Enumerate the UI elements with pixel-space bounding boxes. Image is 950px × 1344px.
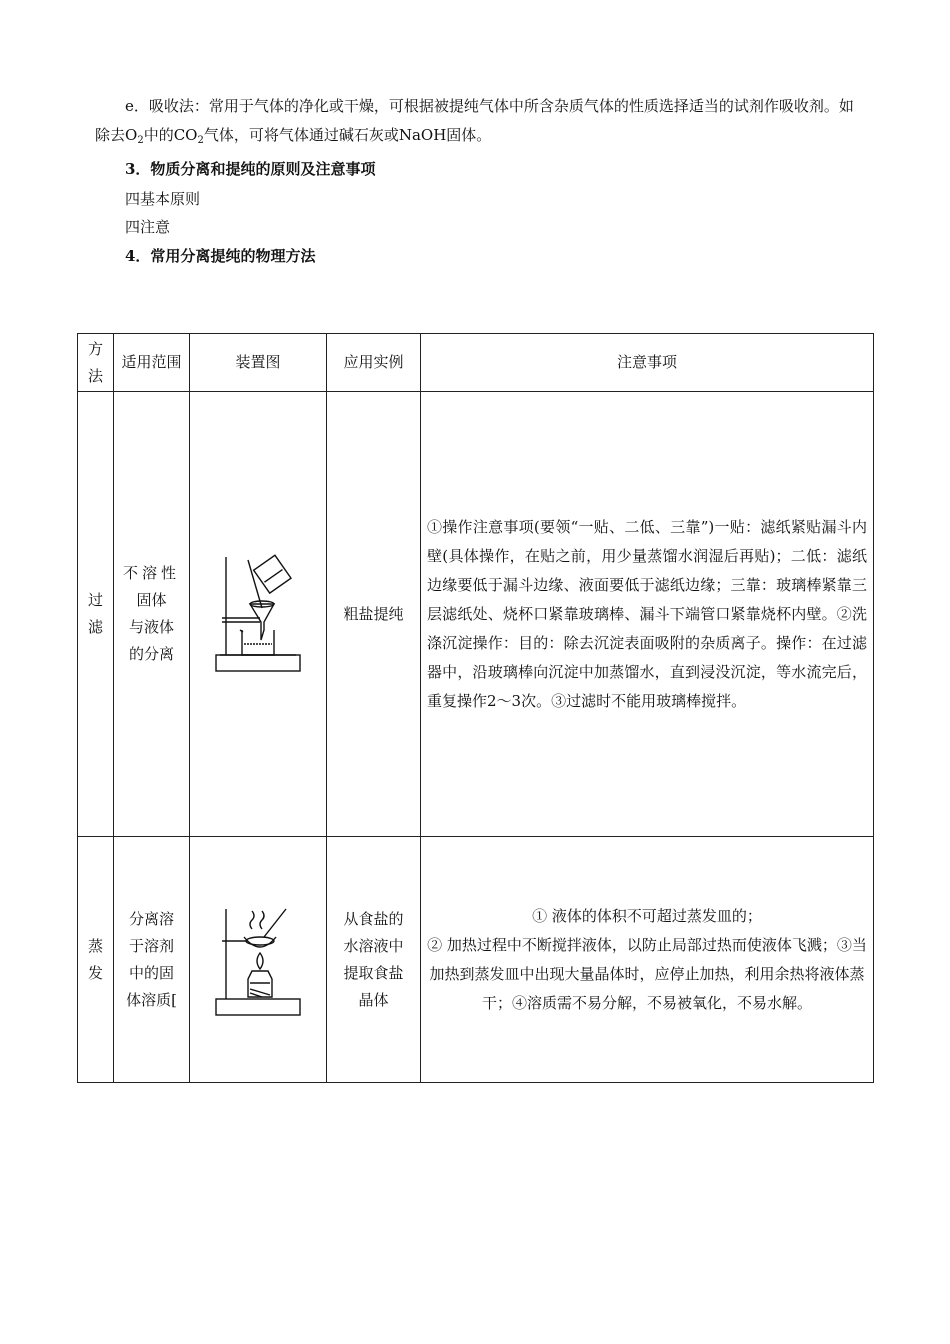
header-method: 方法 [78,334,114,392]
example-cell: 粗盐提纯 [327,392,421,837]
example-line: 提取食盐 [343,963,404,982]
scope-line: 的分离 [128,645,174,663]
evaporation-apparatus-icon [212,901,304,1019]
scope-line: 不溶性 [122,564,180,582]
table-row [78,837,874,1083]
scope-line: 固体 [136,591,167,609]
example-line: 水溶液中 [343,936,404,955]
table-row [78,392,874,837]
scope-line: 于溶剂 [128,936,174,955]
method-cell: 过滤 [78,392,114,837]
table-header-row [78,334,874,392]
separation-methods-table [77,333,874,1083]
notes-cell: ①操作注意事项(要领“一贴、二低、三靠”)一贴：滤纸紧贴漏斗内壁(具体操作，在贴之前，用少量蒸馏水润湿后再贴)；二低：滤纸边缘要低于漏斗边缘、液面要低于滤纸边缘；三靠：玻璃棒紧靠三层滤纸处、烧杯口紧靠玻璃棒、漏斗下端管口紧靠烧杯内壁。②洗涤沉淀操作：目的：除去沉淀表面吸附的杂质离子。操作：在过滤器中，沿玻璃棒向沉淀中加蒸馏水，直到浸没沉淀，等水流完后，重复操作2～3次。③过滤时不能用玻璃棒搅拌。 [421,392,874,837]
scope-line: 与液体 [128,618,174,636]
notes-cell [421,837,874,1083]
basic-principles-line: 四基本原则 [125,190,201,208]
header-example: 应用实例 [327,334,421,392]
scope-cell [114,392,190,837]
apparatus-cell [190,392,327,837]
example-cell [327,837,421,1083]
section-heading-3: 3．物质分离和提纯的原则及注意事项 [125,160,376,178]
scope-line: 分离溶 [128,909,174,928]
header-apparatus: 装置图 [190,334,327,392]
attention-line: 四注意 [125,218,171,236]
method-cell: 蒸发 [78,837,114,1083]
filtration-apparatus-icon [212,552,304,677]
absorption-method-paragraph: e．吸收法：常用于气体的净化或干燥，可根据被提纯气体中所含杂质气体的性质选择适当的试剂作吸收剂。如除去$O_2$中的$CO_2$气体，可将气体通过碱石灰或NaOH固体。 [95,97,854,146]
example-line: 晶体 [358,990,389,1009]
scope-line: 体溶质[ [126,990,177,1009]
scope-cell [114,837,190,1083]
scope-line: 中的固 [128,963,174,982]
example-line: 从食盐的 [343,909,404,928]
apparatus-cell [190,837,327,1083]
header-notes: 注意事项 [421,334,874,392]
header-scope: 适用范围 [114,334,190,392]
section-heading-4: 4．常用分离提纯的物理方法 [125,247,316,265]
note-line: ② 加热过程中不断搅拌液体，以防止局部过热而使液体飞溅；③当加热到蒸发皿中出现大量晶体时，应停止加热，利用余热将液体蒸干；④溶质需不易分解，不易被氧化，不易水解。 [427,935,867,1012]
note-line: ① 液体的体积不可超过蒸发皿的； [532,906,762,925]
